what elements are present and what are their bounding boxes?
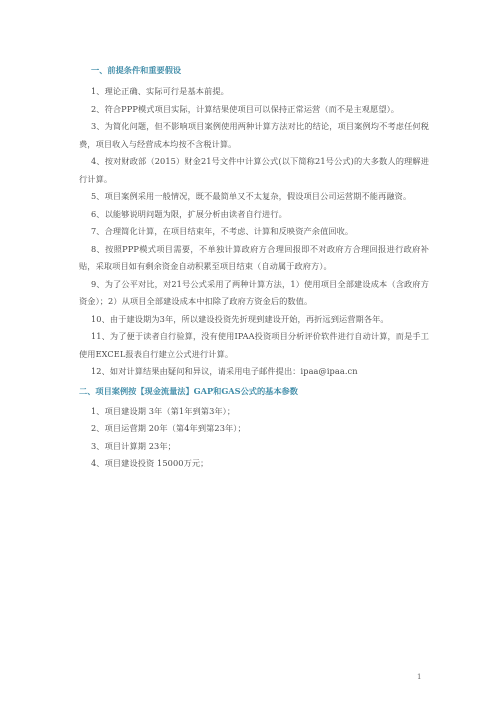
paragraph-1-2: 2、符合PPP模式项目实际，计算结果使项目可以保持正常运营（而不是主观愿望）。 <box>91 103 400 114</box>
paragraph-1-11: 11、为了便于读者自行验算，没有使用IPAA投资项目分析评价软件进行自动计算，而是手工使用EXCEL报表自行建立公式进行计算。 <box>79 331 429 359</box>
paragraph-1-1: 1、理论正确、实际可行是基本前提。 <box>91 86 229 96</box>
paragraph-1-10: 10、由于建设期为3年，所以建设投资先折现到建设开始，再折远到运营期各年。 <box>91 313 389 324</box>
page-number: 1 <box>417 673 422 681</box>
paragraph-1-6: 6、以能够说明问题为限，扩展分析由读者自行进行。 <box>91 208 287 219</box>
document-body <box>79 64 429 473</box>
paragraph-1-7: 7、合理简化计算，在项目结束年，不考虑、计算和反映资产余值回收。 <box>91 226 354 236</box>
paragraph-1-9: 9、为了公平对比，对21号公式采用了两种计算方法，1）使用项目全部建设成本（含政府方资金）；2）从项目全部建设成本中扣除了政府方资金后的数值。 <box>79 278 429 306</box>
paragraph-1-8: 8、按照PPP模式项目需要，不单独计算政府方合理回报即不对政府方合理回报进行政府补贴，采取项目如有剩余资金自动积累至项目结束（自动属于政府方）。 <box>79 243 429 271</box>
paragraph-1-3: 3、为简化问题，但不影响项目案例使用两种计算方法对比的结论，项目案例均不考虑任何税费，项目收入与经营成本均按不含税计算。 <box>79 121 429 149</box>
section-1-heading: 一、前提条件和重要假设 <box>91 65 182 75</box>
paragraph-1-12: 12、如对计算结果由疑问和异议，请采用电子邮件提出：ipaa@ipaa.cn <box>91 366 358 376</box>
paragraph-1-5: 5、项目案例采用一般情况，既不最简单又不太复杂，假设项目公司运营期不能再融资。 <box>91 191 412 201</box>
paragraph-2-2: 2、项目运营期 20年（第4年到第23年）； <box>91 423 246 433</box>
paragraph-2-3: 3、项目计算期 23年； <box>91 440 176 451</box>
paragraph-2-4: 4、项目建设投资 15000万元； <box>91 458 209 468</box>
section-2-heading: 二、项目案例按【现金流量法】GAP和GAS公式的基本参数 <box>79 385 298 396</box>
paragraph-1-4: 4、按对财政部（2015）财金21号文件中计算公式(以下简称21号公式)的大多数人的理解进行计算。 <box>79 156 429 184</box>
paragraph-2-1: 1、项目建设期 3年（第1年到第3年）； <box>91 405 236 416</box>
